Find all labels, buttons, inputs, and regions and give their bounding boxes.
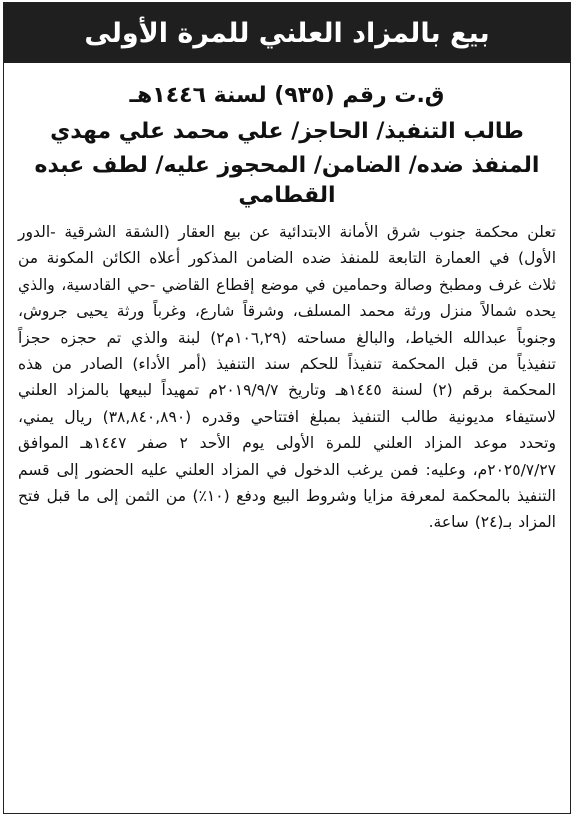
case-details	[4, 63, 570, 211]
respondent-line: المنفذ ضده/ الضامن/ المحجوز عليه/ لطف عبده القطامي	[34, 153, 540, 208]
notice-title: بيع بالمزاد العلني للمرة الأولى	[84, 17, 490, 49]
auction-notice	[3, 2, 571, 814]
applicant-line: طالب التنفيذ/ الحاجز/ علي محمد علي مهدي	[50, 119, 524, 144]
case-number: ق.ت رقم (٩٣٥) لسنة ١٤٤٦هـ	[129, 83, 445, 108]
notice-header	[4, 3, 570, 63]
notice-body: تعلن محكمة جنوب شرق الأمانة الابتدائية عن بيع العقار (الشقة الشرقية -الدور الأول) في العمارة التابعة للمنفذ ضده الضامن المذكور أعلاه الكائن المكونة من ثلاث غرف ومطبخ وصالة وحمامين في موضع إقطاع القاضي -حي القادسية، والذي يحده شمالاً منزل ورثة محمد المسلف، وشرقاً شارع، وغرباً ورثة يحيى جروش، وجنوباً عبدالله الخياط، والبالغ مساحته (١٠٦,٢٩م٢) لبنة والذي تم حجزه حجزاً تنفيذياً من قبل المحكمة تنفيذاً للحكم سند التنفيذ (أمر الأداء) الصادر من هذه المحكمة برقم (٢) لسنة ١٤٤٥هـ وتاريخ ٢٠١٩/٩/٧م تمهيداً لبيعها بالمزاد العلني لاستيفاء مديونية طالب التنفيذ بمبلغ افتتاحي وقدره (٣٨,٨٤٠,٨٩٠) ريال يمني، وتحدد موعد المزاد العلني للمرة الأولى يوم الأحد ٢ صفر ١٤٤٧هـ الموافق ٢٠٢٥/٧/٢٧م، وعليه: فمن يرغب الدخول في المزاد العلني عليه الحضور إلى قسم التنفيذ بالمحكمة لمعرفة مزايا وشروط البيع ودفع (١٠٪) من الثمن إلى ما قبل فتح المزاد بـ(٢٤) ساعة.	[18, 223, 557, 532]
